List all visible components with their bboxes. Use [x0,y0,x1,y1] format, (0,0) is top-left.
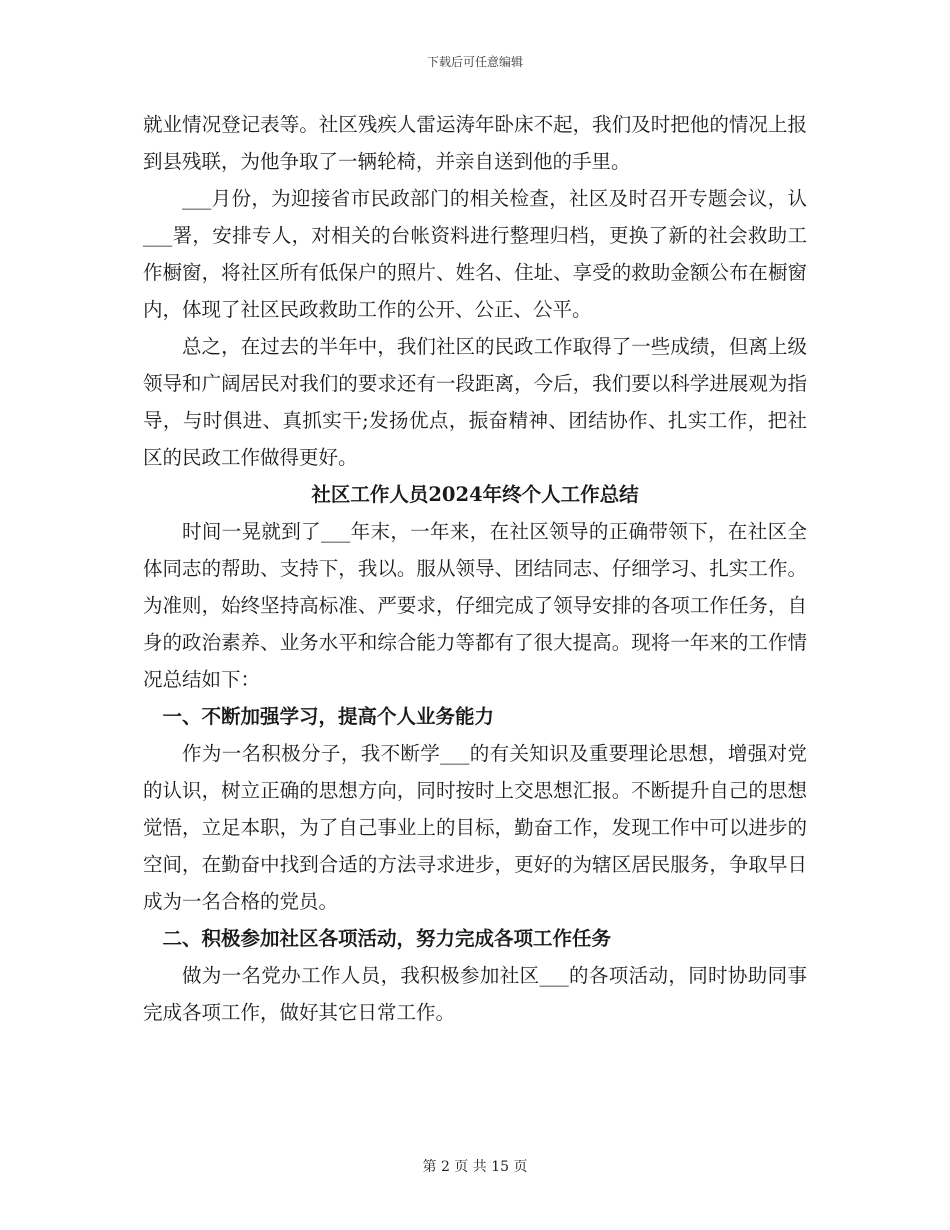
paragraph-study: 作为一名积极分子，我不断学___的有关知识及重要理论思想，增强对党的认识，树立正确的思想方向，同时按时上交思想汇报。不断提升自己的思想觉悟，立足本职，为了自己事业上的目标，勤奋工作，发现工作中可以进步的空间，在勤奋中找到合适的方法寻求进步，更好的为辖区居民服务，争取早日成为一名合格的党员。 [143,742,807,913]
paragraph-conclusion: 总之，在过去的半年中，我们社区的民政工作取得了一些成绩，但离上级领导和广阔居民对我们的要求还有一段距离，今后，我们要以科学进展观为指导，与时俱进、真抓实干;发扬优点，振奋精神、团结协作、扎实工作，把社区的民政工作做得更好。 [143,335,807,469]
section-heading-1: 一、不断加强学习，提高个人业务能力 [162,705,495,728]
page-header: 下载后可任意编辑 [426,55,523,69]
document-body [143,106,807,1031]
paragraph-intro: 时间一晃就到了___年末，一年来，在社区领导的正确带领下，在社区全体同志的帮助、支持下，我以。服从领导、团结同志、仔细学习、扎实工作。为准则，始终坚持高标准、严要求，仔细完成了领导安排的各项工作任务，自身的政治素养、业务水平和综合能力等都有了很大提高。现将一年来的工作情况总结如下： [143,520,807,691]
document-title: 社区工作人员2024年终个人工作总结 [311,483,639,506]
paragraph-inspection: ___月份，为迎接省市民政部门的相关检查，社区及时召开专题会议，认___署，安排专人，对相关的台帐资料进行整理归档，更换了新的社会救助工作橱窗，将社区所有低保户的照片、姓名、住址、享受的救助金额公布在橱窗内，体现了社区民政救助工作的公开、公正、公平。 [143,187,807,321]
section-heading-2: 二、积极参加社区各项活动，努力完成各项工作任务 [162,927,612,950]
paragraph-continued: 就业情况登记表等。社区残疾人雷运涛年卧床不起，我们及时把他的情况上报到县残联，为他争取了一辆轮椅，并亲自送到他的手里。 [143,113,807,173]
paragraph-activities: 做为一名党办工作人员，我积极参加社区___的各项活动，同时协助同事完成各项工作，做好其它日常工作。 [143,964,807,1024]
page-footer: 第 2 页 共 15 页 [422,1159,528,1175]
